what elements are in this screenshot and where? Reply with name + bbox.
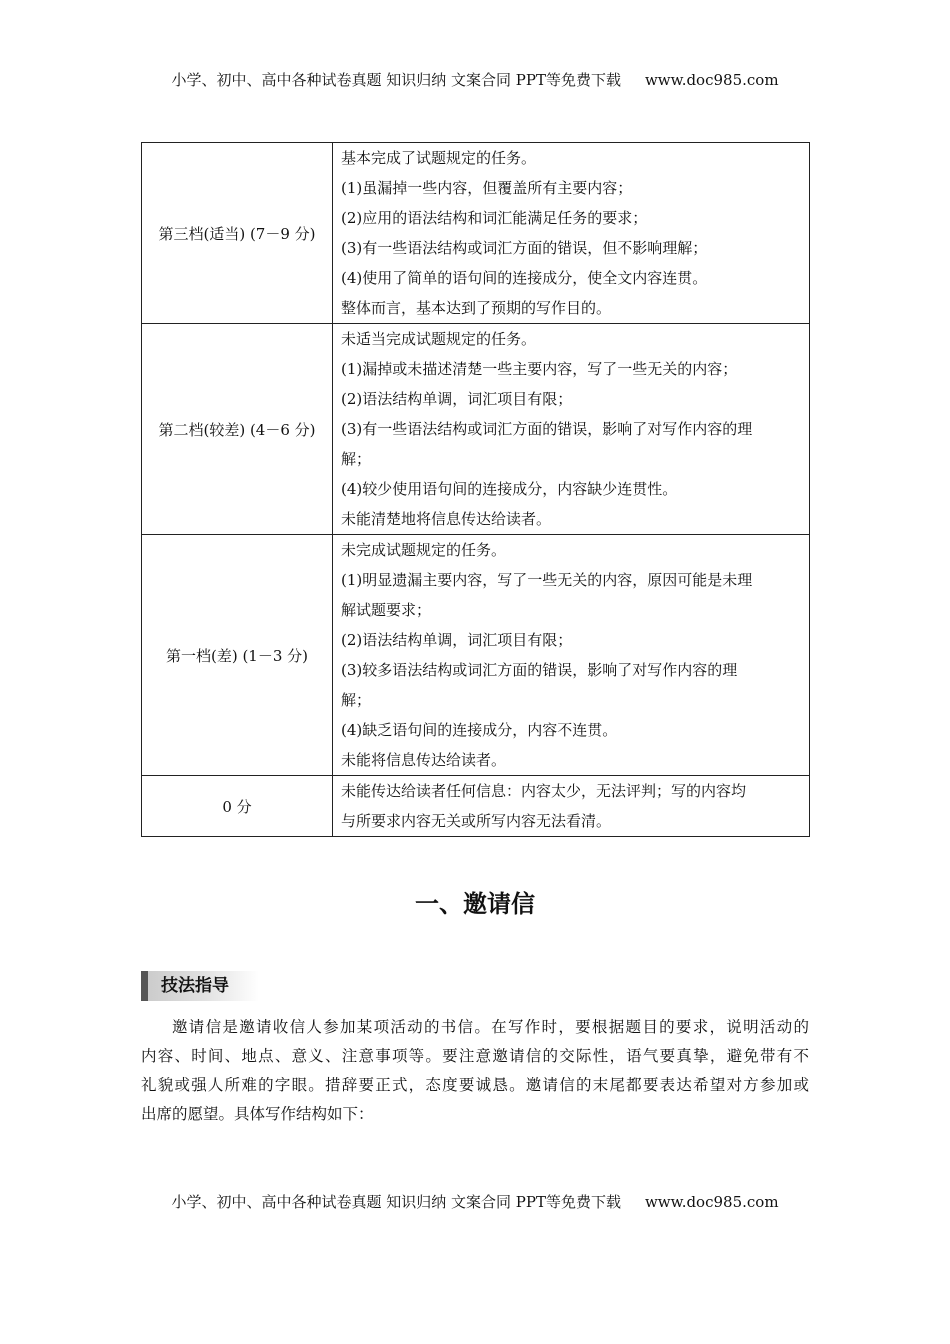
description-line: (4)较少使用语句间的连接成分，内容缺少连贯性。: [341, 480, 678, 498]
description-line: (3)有一些语法结构或词汇方面的错误，但不影响理解；: [341, 239, 708, 257]
description-line: 整体而言，基本达到了预期的写作目的。: [341, 299, 612, 317]
description-line: (3)有一些语法结构或词汇方面的错误，影响了对写作内容的理: [341, 420, 753, 438]
description-line: 未能清楚地将信息传达给读者。: [341, 510, 552, 528]
grade-cell: 0 分: [142, 776, 333, 837]
footer-text: 小学、初中、高中各种试卷真题 知识归纳 文案合同 PPT等免费下载: [171, 1193, 621, 1211]
scoring-rubric-table: [141, 142, 810, 837]
grade-cell: 第二档(较差) (4－6 分): [142, 324, 333, 535]
description-line: 未能传达给读者任何信息：内容太少，无法评判；写的内容均: [341, 782, 747, 800]
description-line: 未适当完成试题规定的任务。: [341, 330, 537, 348]
page-footer: [0, 1192, 950, 1212]
footer-site: www.doc985.com: [644, 1193, 779, 1211]
page-header: [0, 70, 950, 90]
tip-badge-bar: [141, 971, 148, 1001]
body-paragraph: [141, 1013, 809, 1129]
grade-cell: 第一档(差) (1－3 分): [142, 535, 333, 776]
description-line: 未完成试题规定的任务。: [341, 541, 507, 559]
table-row: [142, 776, 810, 837]
header-site: www.doc985.com: [644, 71, 779, 89]
table-row: [142, 143, 810, 324]
description-line: (2)应用的语法结构和词汇能满足任务的要求；: [341, 209, 648, 227]
section-title: 一、邀请信: [415, 890, 535, 918]
description-line: (1)明显遗漏主要内容，写了一些无关的内容，原因可能是未理: [341, 571, 753, 589]
description-line: 解试题要求；: [341, 601, 432, 619]
description-line: 与所要求内容无关或所写内容无法看清。: [341, 812, 612, 830]
description-line: 解；: [341, 691, 372, 709]
paragraph-line: 出席的愿望。具体写作结构如下：: [141, 1105, 374, 1123]
description-line: (3)较多语法结构或词汇方面的错误，影响了对写作内容的理: [341, 661, 738, 679]
paragraph-line: 礼貌或强人所难的字眼。措辞要正式，态度要诚恳。邀请信的末尾都要表达希望对方参加或: [141, 1076, 809, 1094]
tip-badge: [141, 971, 259, 1001]
description-line: (4)使用了简单的语句间的连接成分，使全文内容连贯。: [341, 269, 708, 287]
header-text: 小学、初中、高中各种试卷真题 知识归纳 文案合同 PPT等免费下载: [171, 71, 621, 89]
grade-cell: 第三档(适当) (7－9 分): [142, 143, 333, 324]
description-line: 未能将信息传达给读者。: [341, 751, 507, 769]
table-row: [142, 535, 810, 776]
table-row: [142, 324, 810, 535]
paragraph-line: 内容、时间、地点、意义、注意事项等。要注意邀请信的交际性，语气要真挚，避免带有不: [141, 1047, 809, 1065]
description-cell: [333, 143, 810, 324]
description-line: 基本完成了试题规定的任务。: [341, 149, 537, 167]
tip-badge-label: 技法指导: [161, 976, 229, 996]
paragraph-line: 邀请信是邀请收信人参加某项活动的书信。在写作时，要根据题目的要求，说明活动的: [172, 1018, 809, 1036]
description-cell: [333, 324, 810, 535]
description-cell: [333, 535, 810, 776]
description-line: (2)语法结构单调，词汇项目有限；: [341, 390, 573, 408]
description-line: (2)语法结构单调，词汇项目有限；: [341, 631, 573, 649]
description-line: (1)虽漏掉一些内容，但覆盖所有主要内容；: [341, 179, 633, 197]
description-cell: [333, 776, 810, 837]
description-line: 解；: [341, 450, 372, 468]
description-line: (4)缺乏语句间的连接成分，内容不连贯。: [341, 721, 618, 739]
description-line: (1)漏掉或未描述清楚一些主要内容，写了一些无关的内容；: [341, 360, 738, 378]
